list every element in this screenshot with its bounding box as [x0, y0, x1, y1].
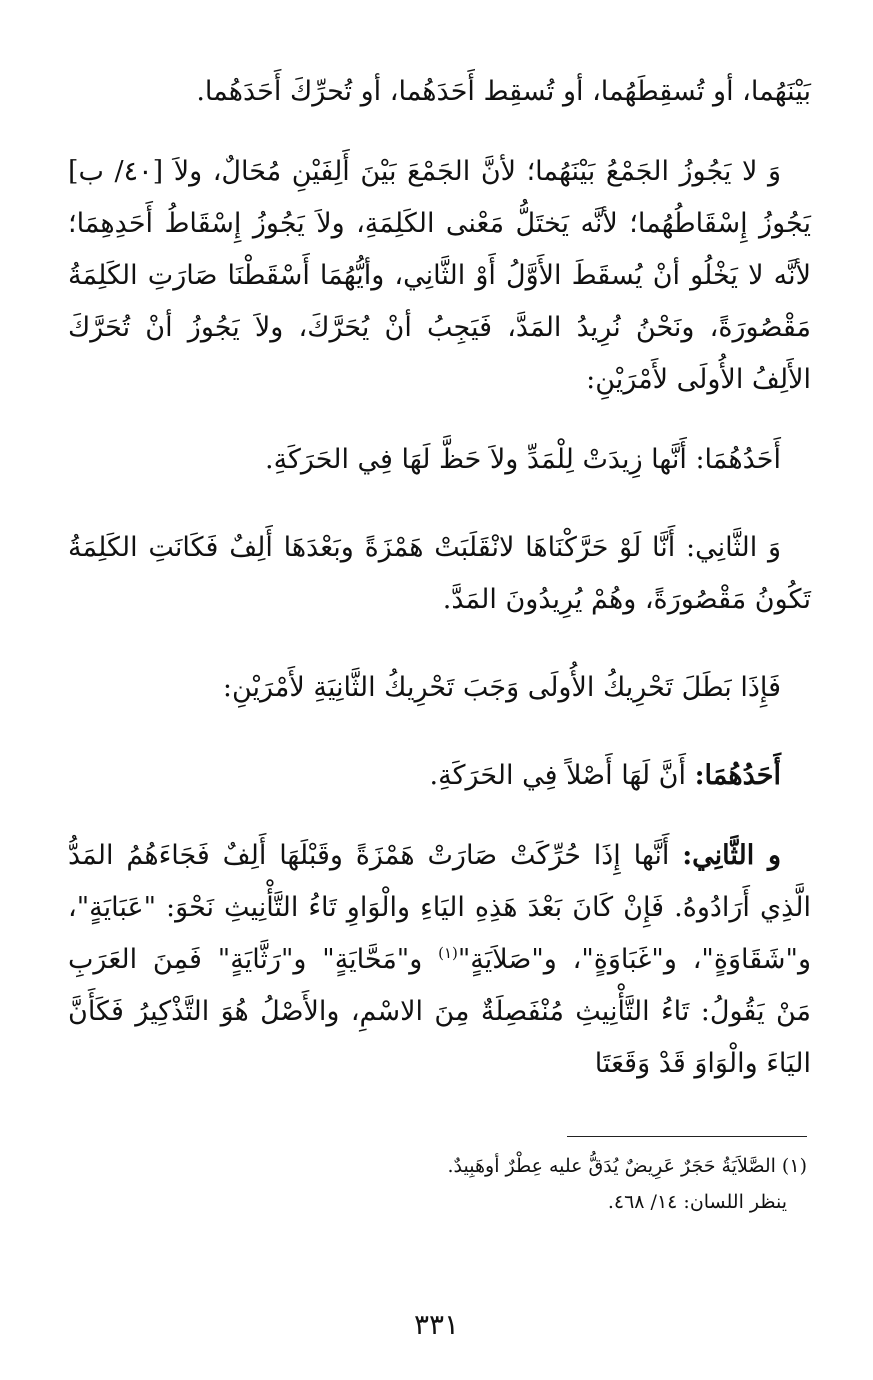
- paragraph-lead: و الثَّانِي:: [682, 840, 781, 871]
- paragraph-text: بَيْنَهُما، أو تُسقِطَهُما، أو تُسقِط أَحَدَهُما، أو تُحرِّكَ أَحَدَهُما.: [196, 76, 811, 107]
- paragraph-3: [68, 434, 811, 486]
- paragraph-6: [68, 750, 811, 802]
- footnotes: [120, 1148, 807, 1220]
- paragraph-text: أَحَدُهُمَا: أَنَّها زِيدَتْ لِلْمَدِّ ولاَ حَظَّ لَهَا فِي الحَرَكَةِ.: [264, 444, 781, 475]
- paragraph-5: [68, 662, 811, 714]
- paragraph-text: أَنَّ لَهَا أَصْلاً فِي الحَرَكَةِ.: [429, 760, 695, 791]
- paragraph-4: [68, 522, 811, 626]
- paragraph-text: وَ الثَّانِي: أَنَّا لَوْ حَرَّكْنَاهَا لانْقَلَبَتْ هَمْزَةً وبَعْدَهَا أَلِفٌ فَكَانَتِ الكَلِمَةُ تَكُونُ مَقْصُورَةً، وهُمْ يُرِيدُونَ المَدَّ.: [68, 532, 811, 615]
- footnote-2: ينظر اللسان: ١٤/ ٤٦٨.: [607, 1191, 787, 1213]
- paragraph-text: فَإِذَا بَطَلَ تَحْرِيكُ الأُولَى وَجَبَ تَحْرِيكُ الثَّانِيَةِ لأَمْرَيْنِ:: [222, 672, 781, 703]
- paragraph-text: وَ لا يَجُوزُ الجَمْعُ بَيْنَهُما؛ لأنَّ الجَمْعَ بَيْنَ أَلِفَيْنِ مُحَالٌ، ولاَ [٤٠/ ب] يَجُوزُ إِسْقَاطُهُما؛ لأنَّه يَختَلُّ مَعْنى الكَلِمَةِ، ولاَ يَجُوزُ إِسْقَاطُ أَحَدِهِمَا؛ لأنَّه لا يَخْلُو أنْ يُسقَطَ الأَوَّلُ أَوْ الثَّانِي، وأيُّهُمَا أَسْقَطْنَا صَارَتِ الكَلِمَةُ مَقْصُورَةً، ونَحْنُ نُرِيدُ المَدَّ، فَيَجِبُ أنْ يُحَرَّكَ، ولاَ يَجُوزُ أنْ تُحَرَّكَ الأَلِفُ الأُولَى لأَمْرَيْنِ:: [68, 156, 811, 395]
- footnote-1: (١) الصَّلاَيَةُ حَجَرٌ عَرِيضٌ يُدَقُّ عليه عِطْرٌ أوهَبِيدٌ.: [447, 1155, 807, 1177]
- footnote-separator: [567, 1136, 807, 1137]
- page-number: ٣٣١: [413, 1308, 460, 1341]
- footnote-marker: (١): [438, 944, 458, 962]
- paragraph-text-tail: و"مَحَّايَةٍ" و"رَثَّايَةٍ" فَمِنَ العَرَبِ مَنْ يَقُولُ: تَاءُ التَّأْنِيثِ مُنْفَصِلَةٌ مِنَ الاسْمِ، والأَصْلُ هُوَ التَّذْكِيرُ فَكَأَنَّ اليَاءَ والْوَاوَ قَدْ وَقَعَتَا: [68, 944, 811, 1079]
- paragraph-1: [68, 66, 811, 118]
- paragraph-text: أَنَّها إِذَا حُرِّكَتْ صَارَتْ هَمْزَةً وقَبْلَهَا أَلِفٌ فَجَاءَهُمُ المَدُّ الَّذِي أَرَادُوهُ. فَإِنْ كَانَ بَعْدَ هَذِهِ اليَاءِ والْوَاوِ تَاءُ التَّأْنِيثِ نَحْوَ: "عَبَايَةٍ"، و"شَقَاوَةٍ"، و"غَبَاوَةٍ"، و"صَلاَيَةٍ": [68, 840, 811, 975]
- paragraph-lead: أَحَدُهُمَا:: [694, 760, 781, 791]
- paragraph-2: [68, 146, 811, 406]
- main-text: [68, 66, 811, 1090]
- paragraph-7: [68, 830, 811, 1090]
